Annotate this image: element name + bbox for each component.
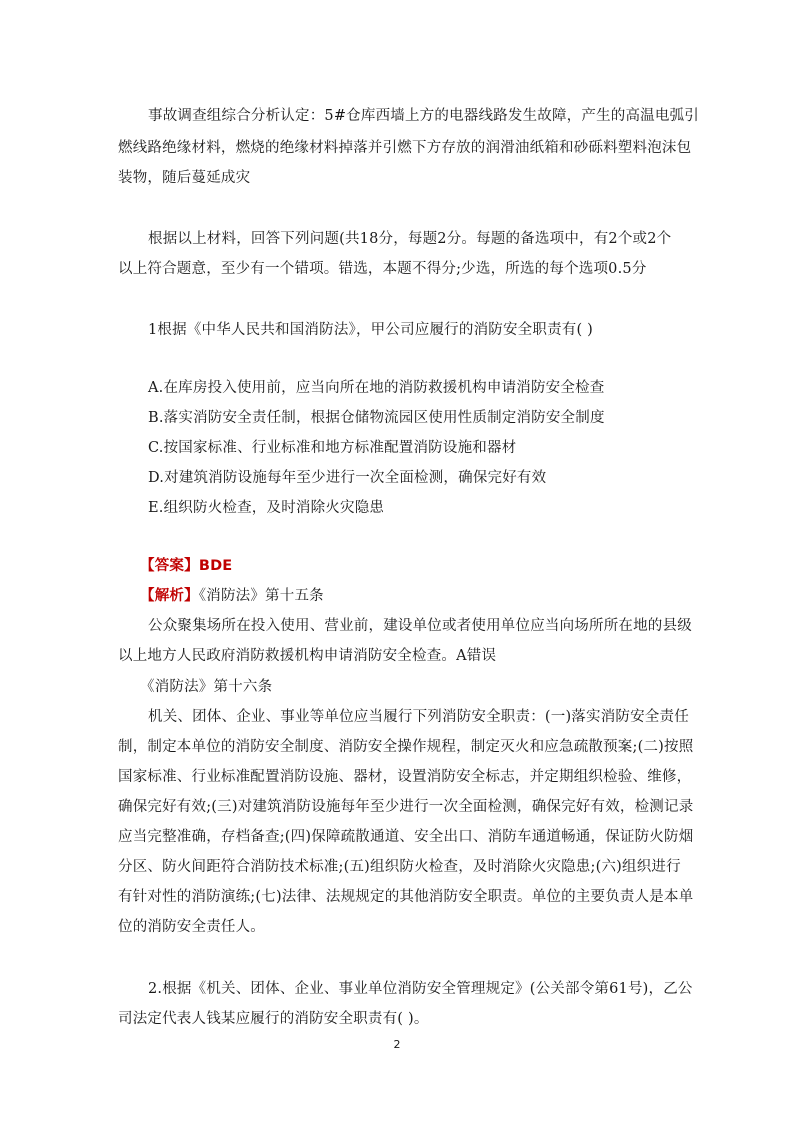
analysis-title: 《消防法》第十五条 [198,588,324,604]
analysis-text2-line-2: 制，制定本单位的消防安全制度、消防安全操作规程，制定灭火和应急疏散预案;(二)按照 [118,739,694,755]
question1-option-e: E.组织防火检查，及时消除火灾隐患 [148,500,385,516]
paragraph1-line-2: 燃线路绝缘材料，燃烧的绝缘材料掉落并引燃下方存放的润滑油纸箱和砂砾料塑料泡沫包 [118,140,692,156]
analysis-text2-line-1: 机关、团体、企业、事业等单位应当履行下列消防安全职责：(一)落实消防安全责任 [148,709,689,725]
paragraph1-line-1: 事故调查组综合分析认定：5#仓库西墙上方的电器线路发生故障，产生的高温电弧引 [148,108,699,124]
paragraph1-line-3: 装物，随后蔓延成灾 [118,170,251,186]
analysis-text2-line-8: 位的消防安全责任人。 [118,919,265,935]
analysis-text1-line-1: 公众聚集场所在投入使用、营业前，建设单位或者使用单位应当向场所所在地的县级 [148,618,692,634]
answer-value: BDE [198,558,233,574]
analysis-text2-line-7: 有针对性的消防演练;(七)法律、法规规定的其他消防安全职责。单位的主要负责人是本单 [118,889,694,905]
analysis-text1-line-2: 以上地方人民政府消防救援机构申请消防安全检查。A错误 [118,648,497,664]
analysis-text2-line-3: 国家标准、行业标准配置消防设施、器材，设置消防安全标志，并定期组织检验、维修， [118,769,692,785]
analysis-title2: 《消防法》第十六条 [140,679,273,695]
question2-line-1: 2.根据《机关、团体、企业、事业单位消防安全管理规定》(公关部令第61号)，乙公 [148,981,693,997]
analysis-text2-line-6: 分区、防火间距符合消防技术标准;(五)组织防火检查，及时消除火灾隐患;(六)组织进行 [118,859,681,875]
question1-option-b: B.落实消防安全责任制，根据仓储物流园区使用性质制定消防安全制度 [148,410,605,426]
question1-option-c: C.按国家标准、行业标准和地方标准配置消防设施和器材 [148,440,517,456]
analysis-label: 【解析】 [140,588,199,604]
question1-option-a: A.在库房投入使用前，应当向所在地的消防救援机构申请消防安全检查 [148,380,605,396]
analysis-text2-line-5: 应当完整准确，存档备查;(四)保障疏散通道、安全出口、消防车通道畅通，保证防火防烟 [118,829,694,845]
paragraph2-line-2: 以上符合题意，至少有一个错项。错选，本题不得分;少选，所选的每个选项0.5分 [118,261,647,277]
page-number: 2 [393,1038,401,1051]
paragraph2-line-1: 根据以上材料，回答下列问题(共18分，每题2分。每题的备选项中，有2个或2个 [148,231,672,247]
question1-stem: 1根据《中华人民共和国消防法》，甲公司应履行的消防安全职责有( ) [148,322,593,338]
question2-line-2: 司法定代表人钱某应履行的消防安全职责有( )。 [118,1011,429,1027]
question1-option-d: D.对建筑消防设施每年至少进行一次全面检测，确保完好有效 [148,470,547,486]
answer-label: 【答案】 [140,558,199,574]
answer-line [140,556,232,576]
analysis-heading [140,586,324,606]
analysis-text2-line-4: 确保完好有效;(三)对建筑消防设施每年至少进行一次全面检测，确保完好有效，检测记录 [118,799,694,815]
